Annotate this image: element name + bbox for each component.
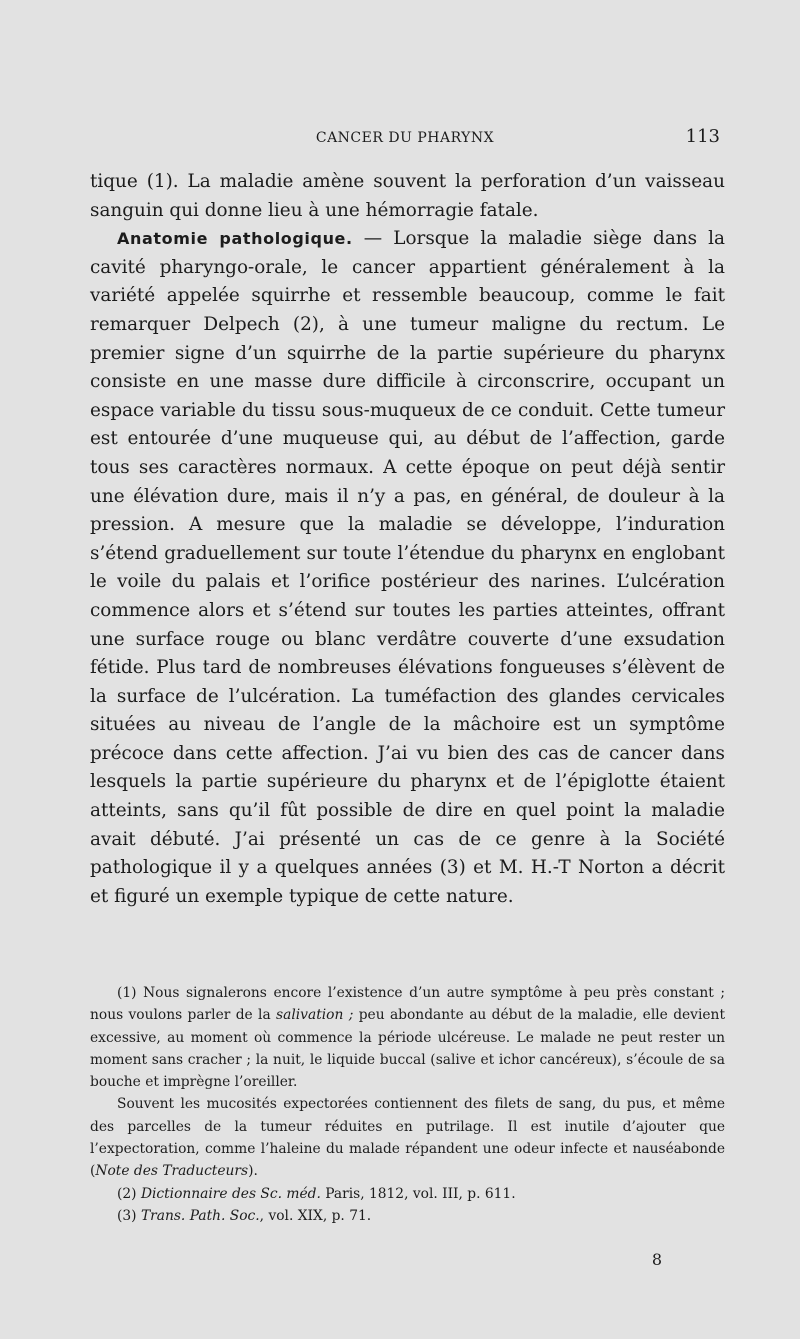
footnote-2-marker: (2) [117, 1185, 141, 1202]
footnote-3 [90, 1205, 725, 1227]
page-number: 113 [685, 126, 720, 147]
paragraph-2 [90, 225, 725, 911]
footnote-1-continued [90, 1093, 725, 1182]
section-heading: Anatomie pathologique. [117, 229, 353, 249]
footnote-3-marker: (3) [117, 1207, 141, 1224]
footnote-2 [90, 1183, 725, 1205]
footnote-1-text-c: Souvent les mucosités expectorées contiennent des filets de sang, du pus, et même des parcelles de la tumeur réduites en putrilage. Il est inutile d’ajouter que l’expectoration, comme l’haleine du malade répandent une odeur infecte et nauséabonde ( [90, 1096, 725, 1180]
running-head: CANCER DU PHARYNX [315, 130, 495, 146]
footnote-1-text-b: peu abondante au début de la maladie, elle devient excessive, au moment où commence la période ulcéreuse. Le malade ne peut rester un moment sans cracher ; la nuit, le liquide buccal (salive et ichor cancéreux), s’écoule de sa bouche et imprègne l’oreiller. [90, 1007, 725, 1091]
signature-mark: 8 [651, 1250, 662, 1269]
footnote-2-text: Paris, 1812, vol. III, p. 611. [320, 1185, 516, 1202]
footnote-2-title: Dictionnaire des Sc. méd. [140, 1185, 321, 1202]
footnote-3-text: , vol. XIX, p. 71. [259, 1207, 372, 1224]
paragraph-1: tique (1). La maladie amène souvent la perforation d’un vaisseau sanguin qui donne lieu à une hémorragie fatale. [90, 171, 725, 221]
footnote-1-text-end: ). [248, 1163, 258, 1180]
footnote-3-title: Trans. Path. Soc. [140, 1207, 260, 1224]
footnote-1-emphasis: salivation ; [276, 1007, 354, 1024]
paragraph-2-text: — Lorsque la maladie siège dans la cavité pharyngo-orale, le cancer appartient généralement à la variété appelée squirrhe et ressemble beaucoup, comme le fait remarquer Delpech (2), à une tumeur maligne du rectum. Le premier signe d’un squirrhe de la partie supérieure du pharynx consiste en une masse dure difficile à circonscrire, occupant un espace variable du tissu sous-muqueux de ce conduit. Cette tumeur est entourée d’une muqueuse qui, au début de l’affection, garde tous ses caractères normaux. A cette époque on peut déjà sentir une élévation dure, mais il n’y a pas, en général, de douleur à la pression. A mesure que la maladie se développe, l’induration s’étend graduellement sur toute l’étendue du pharynx en englobant le voile du palais et l’orifice postérieur des narines. L’ulcération commence alors et s’étend sur toutes les parties atteintes, offrant une surface rouge ou blanc verdâtre couverte d’une exsudation fétide. Plus tard de nombreuses élévations fongueuses s’élèvent de la surface de l’ulcération. La tuméfaction des glandes cervicales situées au niveau de l’angle de la mâchoire est un symptôme précoce dans cette affection. J’ai vu bien des cas de cancer dans lesquels la partie supérieure du pharynx et de l’épiglotte étaient atteints, sans qu’il fût possible de dire en quel point la maladie avait débuté. J’ai présenté un cas de ce genre à la Société pathologique il y a quelques années (3) et M. H.-T Norton a décrit et figuré un exemple typique de cette nature. [90, 228, 725, 907]
page-header [90, 126, 720, 154]
footnote-1-source: Note des Traducteurs [95, 1163, 249, 1180]
footnote-1 [90, 982, 725, 1093]
main-text [90, 168, 725, 911]
footnote-1-text-a: (1) Nous signalerons encore l’existence d’un autre symptôme à peu près constant ; nous voulons parler de la [90, 985, 725, 1024]
footnotes [90, 982, 725, 1227]
